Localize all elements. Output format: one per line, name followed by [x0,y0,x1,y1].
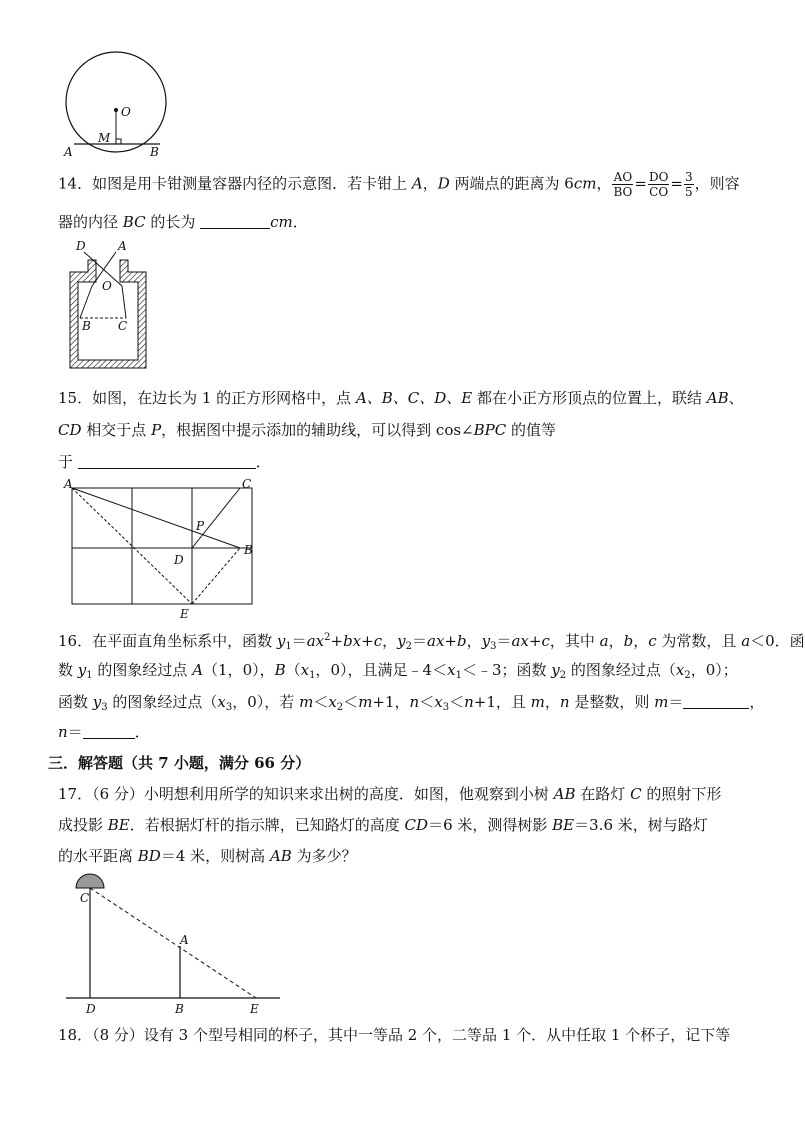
label-C: C [242,477,252,491]
q17-line2: 成投影 BE．若根据灯杆的指示牌，已知路灯的高度 CD＝6 米，测得树影 BE＝3.6 米，树与路灯 [58,816,708,834]
label-D: D [76,239,86,253]
section-3-heading: 三．解答题（共 7 小题，满分 66 分） [48,754,311,772]
label-B: B [175,1002,184,1016]
label-A: A [64,477,73,491]
q15-line3: 于 ． [58,453,271,471]
fraction-ao-bo: $\frac{AO}{BO}$ [613,170,633,199]
q17-line1: 17．（6 分）小明想利用所学的知识来求出树的高度．如图，他观察到小树 AB 在路灯 C 的照射下形 [58,785,722,803]
q15-line2: CD 相交于点 P，根据图中提示添加的辅助线，可以得到 cos∠BPC 的值等 [58,421,556,439]
label-C: C [80,891,90,905]
label-O: O [121,105,131,119]
label-M: M [98,131,111,145]
fraction-do-co: $\frac{DO}{CO}$ [648,170,669,199]
label-E: E [250,1002,259,1016]
q14-line1: 14．如图是用卡钳测量容器内径的示意图．若卡钳上 A，D 两端点的距离为 6cm， $\frac{AO}{BO}$ = $\frac{DO}{CO}$ = $\frac{3}{5}$ ，则容 [58,170,740,199]
q16-answer-n-blank[interactable] [83,724,135,739]
fraction-3-5: $\frac{3}{5}$ [685,170,693,199]
label-E: E [180,607,189,621]
label-A: A [64,145,73,159]
q16-line4: n＝ ． [58,723,150,741]
label-A: A [180,933,189,947]
q16-line1: 16．在平面直角坐标系中，函数 $y_1=ax^2+bx+c$，$y_2=ax+b$，$y_3=ax+c$，其中 a，b，c 为常数，且 a＜0．函 [58,632,805,652]
q18-line1: 18．（8 分）设有 3 个型号相同的杯子，其中一等品 2 个，二等品 1 个．从中任取 1 个杯子，记下等 [58,1026,731,1044]
label-D: D [174,553,184,567]
label-P: P [196,519,205,533]
label-B: B [82,319,91,333]
q14-answer-blank[interactable] [200,214,270,229]
q17-line3: 的水平距离 BD＝4 米，则树高 AB 为多少？ [58,847,357,865]
label-B: B [244,543,253,557]
label-D: D [86,1002,96,1016]
figure-13-circle [60,60,180,160]
q16-answer-m-blank[interactable] [683,694,749,709]
q15-answer-blank[interactable] [78,454,256,469]
figure-17-streetlamp [62,866,284,1016]
label-O: O [102,279,112,293]
q15-line1: 15．如图，在边长为 1 的正方形网格中，点 A、B、C、D、E 都在小正方形顶点的位置上，联结 AB、 [58,389,744,407]
figure-14-caliper [64,238,154,374]
q16-line2: 数 $y_1$ 的图象经过点 A（1，0），$B(x_1$，0），且满足$﹣4<x_1<﹣3$；函数 $y_2$ 的图象经过点（$x_2$，0）； [58,661,738,681]
figure-15-grid [60,476,270,622]
q14-line2: 器的内径 BC 的长为 cm． [58,213,308,231]
label-A: A [118,239,127,253]
q16-line3: 函数 $y_3$ 的图象经过点（$x_3$，0），若 $m<x_2<m+1$，$n<x_3<n+1$，且 m，n 是整数，则 m＝ ， [58,693,765,713]
label-C: C [118,319,128,333]
label-B: B [150,145,159,159]
